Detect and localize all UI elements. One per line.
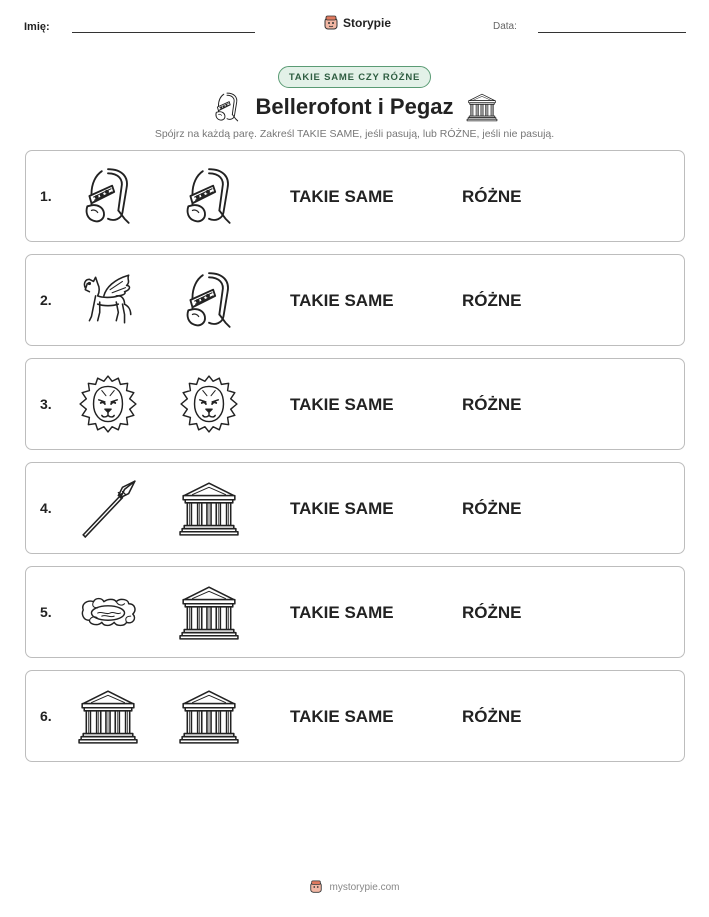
comparison-row (25, 254, 685, 346)
bridle-icon (178, 165, 240, 227)
worksheet-type-badge: TAKIE SAME CZY RÓŻNE (278, 66, 431, 88)
option-different[interactable]: RÓŻNE (462, 707, 522, 726)
temple-icon (466, 91, 498, 123)
option-same[interactable]: TAKIE SAME (290, 603, 394, 622)
name-label: Imię: (24, 21, 50, 33)
comparison-row (25, 358, 685, 450)
date-label: Data: (493, 21, 517, 32)
bridle-icon (178, 269, 240, 331)
comparison-row (25, 462, 685, 554)
lion-icon (77, 373, 139, 435)
temple-icon (178, 581, 240, 643)
option-same[interactable]: TAKIE SAME (290, 395, 394, 414)
storypie-mascot-icon (309, 880, 323, 894)
worksheet-header (0, 14, 709, 44)
option-same[interactable]: TAKIE SAME (290, 707, 394, 726)
pegasus-icon (77, 269, 139, 331)
bridle-icon (211, 91, 243, 123)
row-number: 4. (40, 500, 52, 516)
footer (0, 880, 709, 894)
lion-icon (178, 373, 240, 435)
instructions: Spójrz na każdą parę. Zakreśl TAKIE SAME, jeśli pasują, lub RÓŻNE, jeśli nie pasują. (154, 128, 555, 140)
row-number: 6. (40, 708, 52, 724)
name-field[interactable] (72, 32, 255, 33)
option-same[interactable]: TAKIE SAME (290, 499, 394, 518)
storypie-mascot-icon (323, 15, 339, 31)
comparison-row (25, 670, 685, 762)
row-number: 2. (40, 292, 52, 308)
temple-icon (178, 685, 240, 747)
title-row (0, 90, 709, 124)
option-different[interactable]: RÓŻNE (462, 499, 522, 518)
option-same[interactable]: TAKIE SAME (290, 291, 394, 310)
date-field[interactable] (538, 32, 686, 33)
page-title: Bellerofont i Pegaz (255, 94, 454, 119)
footer-url[interactable]: mystorypie.com (329, 881, 400, 893)
comparison-list (25, 150, 685, 774)
option-different[interactable]: RÓŻNE (462, 187, 522, 206)
option-same[interactable]: TAKIE SAME (290, 187, 394, 206)
spring-icon (77, 581, 139, 643)
bridle-icon (77, 165, 139, 227)
row-number: 5. (40, 604, 52, 620)
row-number: 3. (40, 396, 52, 412)
row-number: 1. (40, 188, 52, 204)
temple-icon (178, 477, 240, 539)
temple-icon (77, 685, 139, 747)
comparison-row (25, 150, 685, 242)
spear-icon (77, 477, 139, 539)
brand-logo (323, 14, 391, 32)
brand-name: Storypie (343, 16, 392, 30)
option-different[interactable]: RÓŻNE (462, 291, 522, 310)
option-different[interactable]: RÓŻNE (462, 603, 522, 622)
option-different[interactable]: RÓŻNE (462, 395, 522, 414)
comparison-row (25, 566, 685, 658)
